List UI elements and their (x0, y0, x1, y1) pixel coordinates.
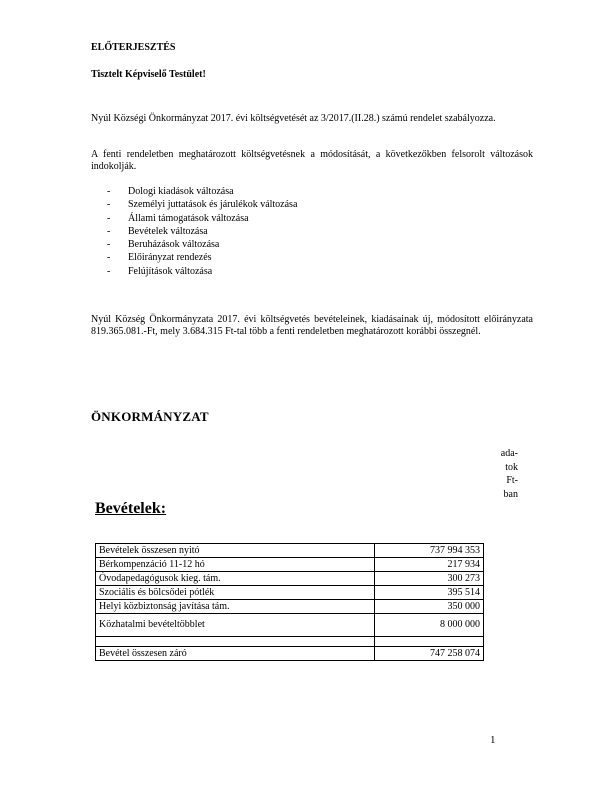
bullet-dash: - (107, 186, 111, 197)
salutation: Tisztelt Képviselő Testület! (91, 69, 206, 80)
revenue-heading: Bevételek: (95, 500, 167, 517)
bullet-dash: - (107, 212, 111, 224)
list-item: - Felújítások változása (107, 265, 213, 277)
table-row: Óvodapedagógusok kieg. tám. 300 273 (96, 572, 484, 586)
bullet-dash: - (107, 252, 111, 264)
bullet-dash: - (107, 225, 111, 237)
reason-paragraph: A fenti rendeletben meghatározott költségvetésnek a módosítását, a következőkben felsorolt változások indokolják. (91, 149, 533, 172)
section-heading: ÖNKORMÁNYZAT (91, 409, 209, 424)
table-row: Helyi közbiztonság javítása tám. 350 000 (96, 600, 484, 614)
bullet-dash: - (107, 239, 111, 251)
table-row-total: Bevétel összesen záró 747 258 074 (96, 647, 484, 661)
table-row-empty (96, 637, 484, 647)
list-item: - Állami támogatások változása (107, 212, 249, 224)
unit-note: ada- tok Ft- ban (500, 448, 518, 501)
summary-paragraph: Nyúl Község Önkormányzata 2017. évi költségvetés bevételeinek, kiadásainak új, módosított előirányzata 819.365.081.-Ft, mely 3.684.315 Ft-tal több a fenti rendeletben meghatározott korábbi összegnél. (91, 314, 533, 337)
intro-paragraph: Nyúl Községi Önkormányzat 2017. évi költségvetését az 3/2017.(II.28.) számú rendelet szabályozza. (91, 113, 496, 124)
list-item: - Beruházások változása (107, 239, 220, 251)
table-row: Szociális és bölcsődei pótlék 395 514 (96, 586, 484, 600)
table-row: Bérkompenzáció 11-12 hó 217 934 (96, 558, 484, 572)
revenue-table (95, 543, 484, 661)
table-row: Bevételek összesen nyitó 737 994 353 (96, 544, 484, 558)
page-number: 1 (490, 734, 496, 746)
table-row: Közhatalmi bevételtöbblet 8 000 000 (96, 614, 484, 637)
document-title: ELŐTERJESZTÉS (91, 42, 176, 53)
list-item: - Dologi kiadások változása (107, 186, 234, 197)
bullet-dash: - (107, 265, 111, 277)
list-item: - Bevételek változása (107, 225, 208, 237)
change-list (107, 185, 297, 278)
list-item: - Előirányzat rendezés (107, 252, 212, 264)
bullet-dash: - (107, 199, 111, 211)
list-item: - Személyi juttatások és járulékok változása (107, 199, 298, 211)
